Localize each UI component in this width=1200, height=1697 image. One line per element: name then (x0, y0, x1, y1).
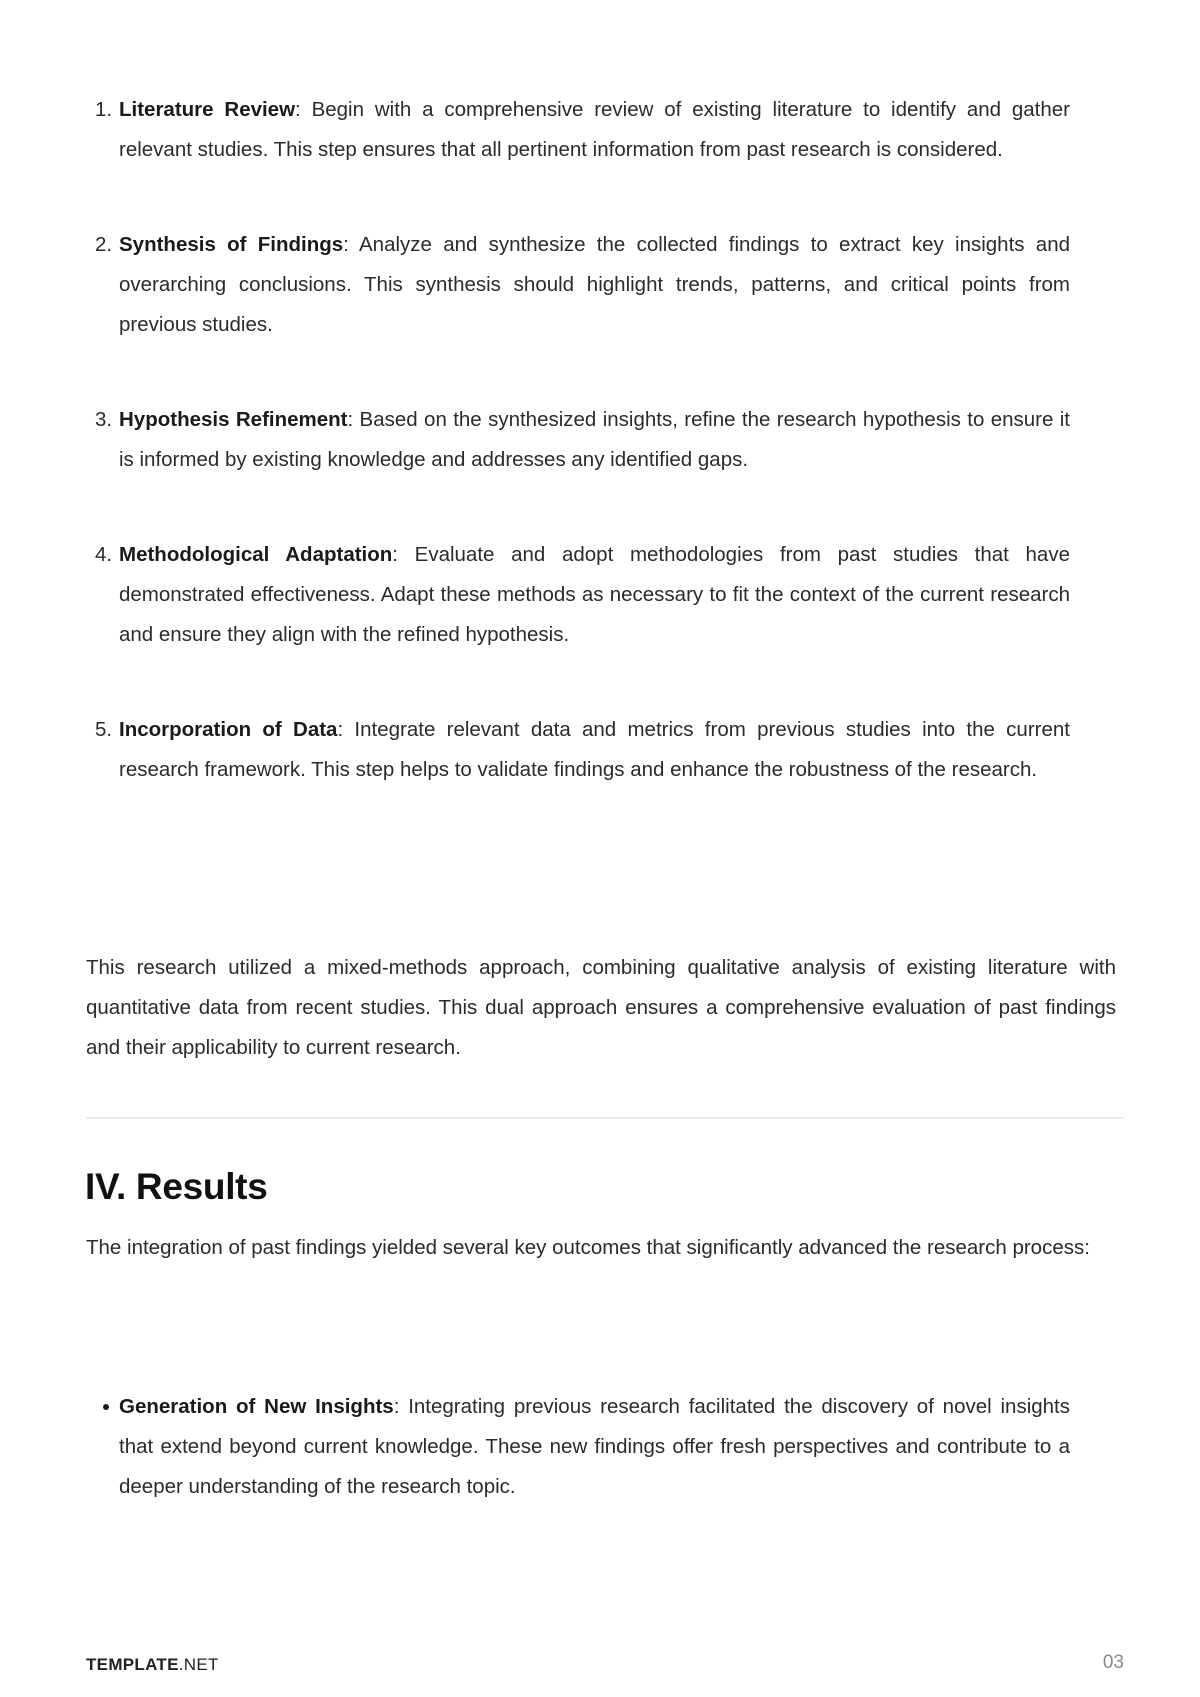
step-term: Synthesis of Findings (119, 233, 344, 256)
brand-logo (86, 1655, 219, 1675)
list-number: 3. (95, 408, 113, 431)
brand-logo-bold: TEMPLATE (86, 1655, 179, 1674)
brand-logo-light: .NET (178, 1655, 219, 1674)
step-description: : Integrate relevant data and metrics from previous studies into the current research framework. This step helps to validate findings and enhance the robustness of the research. (119, 718, 1070, 781)
list-number: 2. (95, 233, 113, 256)
list-item (86, 225, 1070, 345)
results-intro-paragraph: The integration of past findings yielded several key outcomes that significantly advanced the research process: (86, 1236, 1090, 1259)
step-description: : Analyze and synthesize the collected findings to extract key insights and overarching conclusions. This synthesis should highlight trends, patterns, and critical points from previous studies. (119, 233, 1071, 336)
list-item (86, 90, 1070, 170)
methodology-steps-list (86, 90, 1070, 845)
list-item (86, 710, 1070, 790)
step-description: : Evaluate and adopt methodologies from past studies that have demonstrated effectiveness. Adapt these methods as necessary to fit the context of the current research and ensure they align with the refined hypothesis. (119, 543, 1070, 646)
step-description: : Based on the synthesized insights, refine the research hypothesis to ensure it is informed by existing knowledge and addresses any identified gaps. (119, 408, 1071, 471)
results-bullet-list (86, 1387, 1070, 1507)
list-number: 4. (95, 543, 113, 566)
step-description: : Begin with a comprehensive review of existing literature to identify and gather relevant studies. This step ensures that all pertinent information from past research is considered. (119, 98, 1071, 161)
section-divider (86, 1117, 1124, 1119)
list-number: 1. (95, 98, 113, 121)
bullet-dot-icon (103, 1404, 109, 1410)
page-number: 03 (1102, 1652, 1124, 1673)
step-term: Incorporation of Data (119, 718, 338, 741)
list-number: 5. (95, 718, 113, 741)
list-item (86, 535, 1070, 655)
step-term: Literature Review (119, 98, 296, 121)
result-term: Generation of New Insights (119, 1395, 394, 1418)
results-heading: IV. Results (85, 1166, 268, 1207)
list-item (86, 1387, 1070, 1507)
step-term: Hypothesis Refinement (119, 408, 348, 431)
result-description: : Integrating previous research facilitated the discovery of novel insights that extend beyond current knowledge. These new findings offer fresh perspectives and contribute to a deeper understanding of the research topic. (119, 1395, 1071, 1498)
list-item (86, 400, 1070, 480)
step-term: Methodological Adaptation (119, 543, 393, 566)
methodology-paragraph: This research utilized a mixed-methods approach, combining qualitative analysis of existing literature with quantitative data from recent studies. This dual approach ensures a comprehensive evaluation of past findings and their applicability to current research. (86, 956, 1116, 1059)
